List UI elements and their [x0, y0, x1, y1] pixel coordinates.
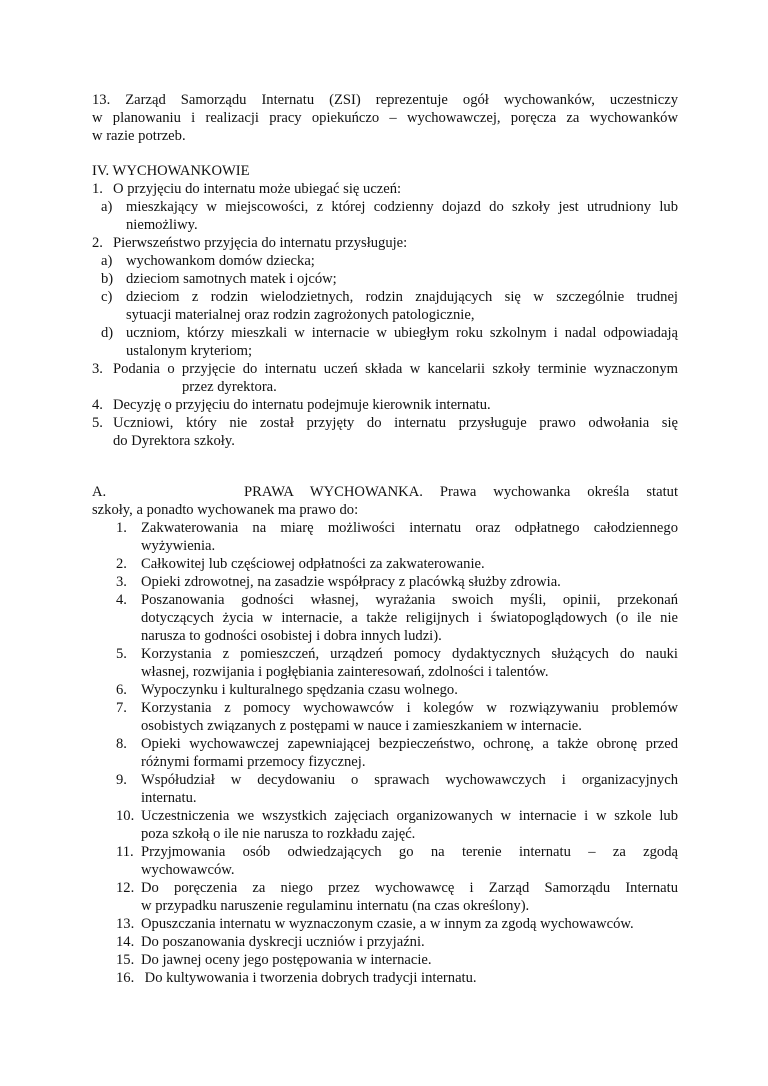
list-item: [0, 808, 768, 826]
section-intro-line: szkoły, a ponadto wychowanek ma prawo do:: [92, 502, 359, 518]
section-letter: A.: [92, 484, 107, 500]
sub-item: [0, 325, 768, 343]
list-item: [0, 970, 768, 988]
rights-list: [0, 520, 768, 988]
list-item: [0, 844, 768, 862]
list-item-continuation: [0, 754, 768, 772]
list-item-continuation: [0, 610, 768, 628]
sub-item: [0, 271, 768, 289]
rights-list-item: [0, 574, 768, 592]
list-item-text: Poszanowania godności własnej, wyrażania swoich myśli, opinii, przekonań: [141, 592, 678, 608]
list-item-number: 9.: [116, 772, 127, 788]
rights-list-item: [0, 970, 768, 988]
section-wychowankowie: [0, 163, 768, 451]
list-item-text: Pierwszeństwo przyjęcia do internatu przysługuje:: [113, 235, 408, 251]
sub-item: [0, 199, 768, 217]
list-item-text: wychowawców.: [141, 862, 235, 878]
list-item-text: Uczestniczenia we wszystkich zajęciach organizowanych w internacie i w szkole lub: [141, 808, 678, 824]
sub-item-continuation: [0, 217, 768, 235]
sub-item-letter: a): [101, 199, 113, 215]
list-item-text: dotyczących życia w internacie, a także religijnych i światopoglądowych (o ile nie: [141, 610, 678, 626]
list-item-text: Podania o przyjęcie do internatu uczeń składa w kancelarii szkoły terminie wyznaczonym: [113, 361, 678, 377]
list-item-text: osobistych związanych z postępami w nauce i zamieszkaniem w internacie.: [141, 718, 582, 734]
rights-list-item: [0, 916, 768, 934]
sub-item: [0, 289, 768, 307]
sub-item-letter: d): [101, 325, 114, 341]
sub-item-continuation: [0, 343, 768, 361]
list-item-number: 16.: [116, 970, 135, 986]
sub-item-text: mieszkający w miejscowości, z której codzienny dojazd do szkoły jest utrudniony lub: [126, 199, 678, 215]
list-item: [0, 916, 768, 934]
list-item: [0, 415, 768, 433]
list-item-continuation: [0, 898, 768, 916]
rights-list-item: [0, 556, 768, 574]
list-item-number: 5.: [92, 415, 103, 431]
list-item-number: 1.: [116, 520, 127, 536]
rights-list-item: [0, 646, 768, 682]
list-item-continuation: [0, 538, 768, 556]
list-item-text: Opuszczania internatu w wyznaczonym czasie, a w innym za zgodą wychowawców.: [141, 916, 634, 932]
section-heading-text: PRAWA WYCHOWANKA. Prawa wychowanka określa statut: [244, 484, 678, 500]
list-item-number: 14.: [116, 934, 135, 950]
sub-item-text: dzieciom z rodzin wielodzietnych, rodzin znajdujących się w szczególnie trudnej: [126, 289, 678, 305]
list-item-number: 15.: [116, 952, 135, 968]
sub-item-continuation: [0, 307, 768, 325]
rights-list-item: [0, 736, 768, 772]
list-item-text: narusza to godności osobistej i dobra innych ludzi).: [141, 628, 442, 644]
list-item: [0, 736, 768, 754]
list-item-text: wyżywienia.: [141, 538, 216, 554]
list-item-number: 4.: [92, 397, 103, 413]
sub-item-text: ustalonym kryteriom;: [126, 343, 253, 359]
list-item-text: różnymi formami przemocy fizycznej.: [141, 754, 366, 770]
list-item: [0, 700, 768, 718]
list-item: [0, 772, 768, 790]
rights-list-item: [0, 682, 768, 700]
list-item: [0, 556, 768, 574]
list-item-number: 4.: [116, 592, 127, 608]
list-item-number: 5.: [116, 646, 127, 662]
list-item-text: Korzystania z pomieszczeń, urządzeń pomocy dydaktycznych służących do nauki: [141, 646, 678, 662]
list-item-continuation: [0, 433, 768, 451]
list-item: [0, 574, 768, 592]
list-item-number: 3.: [116, 574, 127, 590]
list-item-text: Do poręczenia za niego przez wychowawcę i Zarząd Samorządu Internatu: [141, 880, 678, 896]
sub-item-text: dzieciom samotnych matek i ojców;: [126, 271, 337, 287]
list-item-text: Uczniowi, który nie został przyjęty do internatu przysługuje prawo odwołania się: [113, 415, 678, 431]
list-item-text: przez dyrektora.: [182, 379, 277, 395]
sub-item-letter: b): [101, 271, 114, 287]
list-item: [0, 682, 768, 700]
list-item-text: Do jawnej oceny jego postępowania w internacie.: [141, 952, 432, 968]
sub-item-text: niemożliwy.: [126, 217, 198, 233]
list-item-number: 8.: [116, 736, 127, 752]
list-item-continuation: [0, 862, 768, 880]
list-item-text: Do poszanowania dyskrecji uczniów i przyjaźni.: [141, 934, 425, 950]
list-item-text: internatu.: [141, 790, 197, 806]
list-item-number: 13.: [116, 916, 135, 932]
list-item-text: Współudział w decydowaniu o sprawach wychowawczych i organizacyjnych: [141, 772, 678, 788]
list-item: [0, 397, 768, 415]
list-item: [0, 934, 768, 952]
rights-list-item: [0, 844, 768, 880]
rights-list-item: [0, 934, 768, 952]
sub-item-text: sytuacji materialnej oraz rodzin zagrożonych patologicznie,: [126, 307, 475, 323]
list-item-number: 3.: [92, 361, 103, 377]
list-item: [0, 952, 768, 970]
section-heading: IV. WYCHOWANKOWIE: [92, 163, 250, 179]
list-item-text: Zakwaterowania na miarę możliwości internatu oraz odpłatnego całodziennego: [141, 520, 678, 536]
rights-list-item: [0, 880, 768, 916]
list-item-number: 7.: [116, 700, 127, 716]
intro-line: w planowaniu i realizacji pracy opiekuńczo – wychowawczej, poręcza za wychowanków: [92, 110, 678, 126]
section-prawa-wychowanka: [0, 484, 768, 988]
sub-item: [0, 253, 768, 271]
list-item-number: 11.: [116, 844, 134, 860]
rights-list-item: [0, 808, 768, 844]
sub-item-text: wychowankom domów dziecka;: [126, 253, 315, 269]
list-item-continuation: [0, 718, 768, 736]
list-item-continuation: [0, 790, 768, 808]
list-item-text: Opieki wychowawczej zapewniającej bezpieczeństwo, ochronę, a także obronę przed: [141, 736, 678, 752]
list-item-number: 6.: [116, 682, 127, 698]
list-item: [0, 646, 768, 664]
rights-list-item: [0, 592, 768, 646]
list-item-text: Do kultywowania i tworzenia dobrych tradycji internatu.: [141, 970, 477, 986]
list-item: [0, 592, 768, 610]
sub-item-letter: a): [101, 253, 113, 269]
list-item-text: własnej, rozwijania i pogłębiania zainteresowań, zdolności i talentów.: [141, 664, 549, 680]
list-item-text: Korzystania z pomocy wychowawców i kolegów w rozwiązywaniu problemów: [141, 700, 678, 716]
list-item: [0, 880, 768, 898]
list-item-continuation: [0, 826, 768, 844]
intro-paragraph: [0, 92, 768, 146]
list-item: [0, 235, 768, 253]
sub-item-text: uczniom, którzy mieszkali w internacie w ubiegłym roku szkolnym i nadal odpowiadają: [126, 325, 678, 341]
rights-list-item: [0, 520, 768, 556]
list-item-continuation: [0, 628, 768, 646]
list-item-text: Opieki zdrowotnej, na zasadzie współpracy z placówką służby zdrowia.: [141, 574, 561, 590]
list-item-text: Decyzję o przyjęciu do internatu podejmuje kierownik internatu.: [113, 397, 491, 413]
list-item-text: poza szkołą o ile nie narusza to rozkładu zajęć.: [141, 826, 416, 842]
list-item: [0, 361, 768, 379]
list-item-number: 2.: [116, 556, 127, 572]
list-item-number: 2.: [92, 235, 103, 251]
rights-list-item: [0, 952, 768, 970]
list-item-continuation: [0, 379, 768, 397]
list-item-text: O przyjęciu do internatu może ubiegać się uczeń:: [113, 181, 402, 197]
list-item-text: Całkowitej lub częściowej odpłatności za zakwaterowanie.: [141, 556, 485, 572]
rights-list-item: [0, 772, 768, 808]
intro-line: 13. Zarząd Samorządu Internatu (ZSI) reprezentuje ogół wychowanków, uczestniczy: [92, 92, 678, 108]
list-item-text: Wypoczynku i kulturalnego spędzania czasu wolnego.: [141, 682, 458, 698]
list-item: [0, 520, 768, 538]
list-item-text: w przypadku naruszenie regulaminu internatu (na czas określony).: [141, 898, 530, 914]
list-item-number: 12.: [116, 880, 135, 896]
section-heading: [0, 484, 768, 502]
list-item-number: 1.: [92, 181, 103, 197]
list-item-continuation: [0, 664, 768, 682]
list-item-text: do Dyrektora szkoły.: [113, 433, 235, 449]
list-item: [0, 181, 768, 199]
list-item-number: 10.: [116, 808, 135, 824]
intro-line: w razie potrzeb.: [92, 128, 186, 144]
sub-item-letter: c): [101, 289, 113, 305]
rights-list-item: [0, 700, 768, 736]
list-item-text: Przyjmowania osób odwiedzających go na terenie internatu – za zgodą: [141, 844, 678, 860]
